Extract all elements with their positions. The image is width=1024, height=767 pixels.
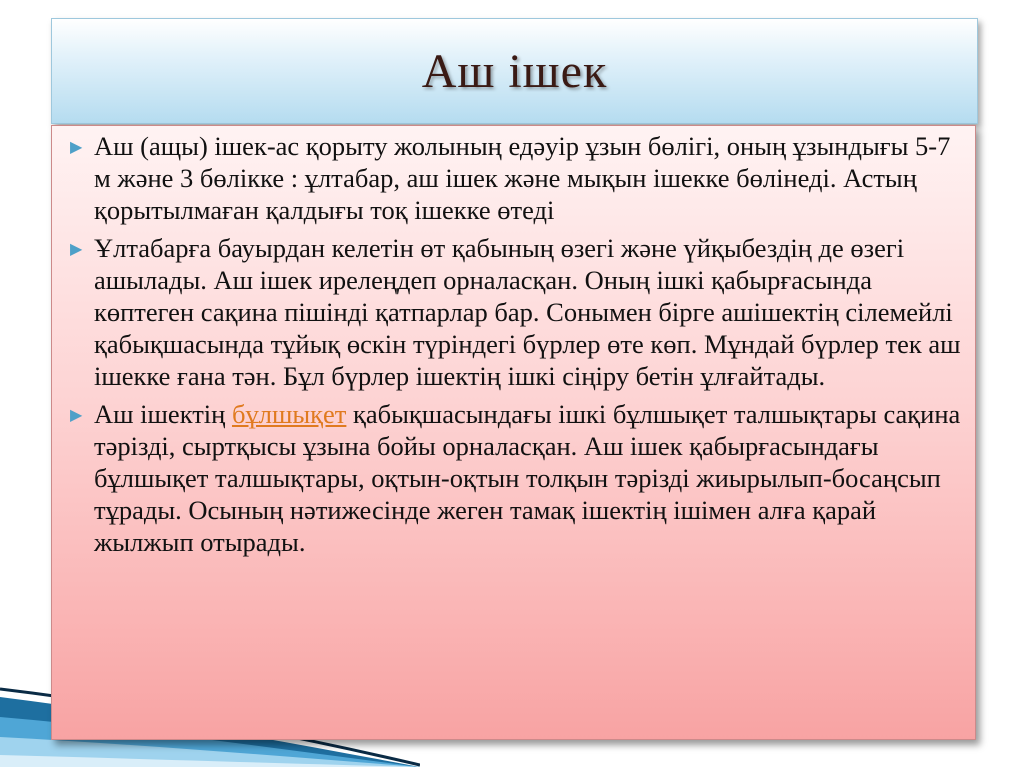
bullet-item — [70, 232, 961, 392]
triangle-right-icon: ▶ — [70, 241, 83, 258]
bullet-text: Ұлтабарға бауырдан келетін өт қабының өзегі және үйқыбездің де өзегі ашылады. Аш ішек ирелеңдеп орналасқан. Оның ішкі қабырғасында көптеген сақина пішінді қатпарлар бар. Сонымен бірге ашішектің сілемейлі қабықшасында тұйық өскін түріндегі бүрлер өте көп. Мұндай бүрлер тек аш ішекке ғана тән. Бұл бүрлер ішектің ішкі сіңіру бетін ұлғайтады. — [94, 233, 961, 391]
muscle-link[interactable]: бұлшықет — [231, 399, 347, 429]
slide-title: Аш ішек — [421, 44, 608, 98]
triangle-right-icon: ▶ — [70, 407, 83, 424]
content-box — [51, 125, 976, 740]
triangle-right-icon: ▶ — [70, 139, 83, 156]
bullet-item — [70, 398, 961, 558]
bullet-text: Аш (ащы) ішек-ас қорыту жолының едәуір ұзын бөлігі, оның ұзындығы 5-7 м және 3 бөлікке : ұлтабар, аш ішек және мықын ішекке бөлінеді. Астың қорытылмаған қалдығы тоқ ішекке өтеді — [94, 131, 951, 225]
title-box — [51, 18, 978, 124]
bullet-text-before-link: Аш ішектің — [94, 399, 232, 429]
bullet-item — [70, 130, 961, 226]
bullet-text-with-link — [94, 398, 961, 558]
bullet-text-after-link: қабықшасындағы ішкі бұлшықет талшықтары сақина тәрізді, сыртқысы ұзына бойы орналасқан. Аш ішек қабырғасындағы бұлшықет талшықтары, оқтын-оқтын толқын тәрізді жиырылып-босаңсып тұрады. Осының нәтижесінде жеген тамақ ішектің ішімен алға қарай жылжып отырады. — [94, 399, 961, 557]
